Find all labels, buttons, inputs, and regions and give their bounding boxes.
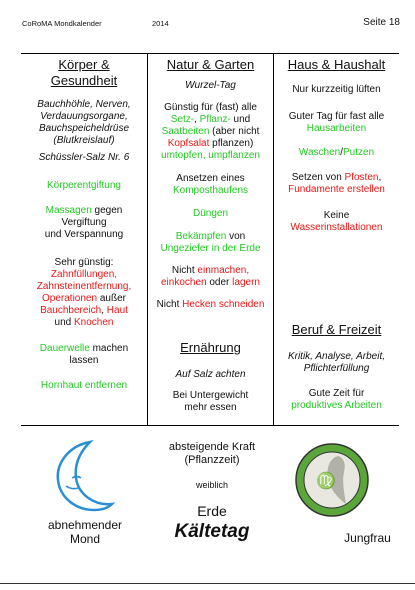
wash-text: Waschen/Putzen (298, 147, 375, 158)
column-house-household (274, 54, 399, 425)
posts-text: Setzen von Pfosten, Fundamente erstellen (288, 172, 385, 195)
job-text: Kritik, Analyse, Arbeit, Pflichterfüllung (287, 351, 386, 374)
air-text: Nur kurzzeitig lüften (292, 84, 381, 95)
page-header (0, 16, 415, 30)
moon-phase-label: abnehmender Mond (47, 518, 123, 546)
schuessler-salt: Schüssler-Salz Nr. 6 (38, 152, 130, 163)
perm-text: Dauerwelle machen lassen (39, 343, 129, 366)
heading-house-household: Haus & Haushalt (287, 57, 386, 72)
salt-tip: Auf Salz achten (175, 369, 246, 380)
virgo-seal-icon (294, 442, 370, 518)
heading-nature-garden: Natur & Garten (166, 57, 255, 72)
heading-nutrition: Ernährung (180, 340, 241, 355)
favorable-list: Sehr günstig: Zahnfüllungen, Zahnsteinentfernung, Operationen außer Bauchbereich, Haut und Knochen (36, 257, 132, 328)
preserve-text: Nicht einmachen, einkochen oder lagern (161, 265, 260, 288)
calendar-table (21, 53, 399, 426)
productive-text: Gute Zeit für produktives Arbeiten (291, 388, 382, 411)
heading-job-leisure: Beruf & Freizeit (291, 322, 382, 337)
organs-text: Bauchhöhle, Nerven, Verdauungsorgane, Bauchspeicheldrüse (Blutkreislauf) (37, 99, 131, 146)
compost-text: Ansetzen eines Komposthaufens (172, 173, 249, 196)
pests-text: Bekämpfen von Ungeziefer in der Erde (160, 231, 261, 254)
massage-text: Massagen gegen Vergiftung und Verspannung (44, 205, 124, 240)
water-text: Keine Wasserinstallationen (290, 210, 383, 233)
zodiac-label: Jungfrau (344, 531, 391, 545)
column-body-health (21, 54, 148, 425)
gender-label: weiblich (195, 480, 228, 490)
force-label: absteigende Kraft (Pflanzzeit) (168, 441, 256, 466)
hedge-text: Nicht Hecken schneiden (156, 299, 265, 310)
column-nature-garden (148, 54, 274, 425)
planting-text: Günstig für (fast) alle Setz-, Pflanz- und Saatbeiten (aber nicht Kopfsalat pflanzen) umtopfen, umpflanzen (161, 102, 260, 161)
detox-text: Körperentgiftung (47, 180, 121, 191)
callus-text: Hornhaut entfernen (40, 380, 128, 391)
weight-tip: Bei Untergewicht mehr essen (172, 390, 249, 413)
housework-text: Guter Tag für fast alle Hausarbeiten (288, 111, 385, 134)
bottom-rule (0, 583, 415, 584)
heading-body-health: Körper & Gesundheit (50, 57, 118, 88)
year-label: 2014 (152, 19, 169, 28)
day-type: Wurzel-Tag (185, 80, 236, 91)
svg-text:♍: ♍ (316, 471, 336, 490)
app-title: CoRoMA Mondkalender (22, 19, 102, 28)
fertilize-text: Düngen (192, 208, 229, 219)
page-number: Seite 18 (363, 17, 400, 28)
waning-moon-icon (50, 438, 120, 514)
day-label: Kältetag (174, 521, 250, 542)
element-label: Erde (197, 503, 227, 519)
